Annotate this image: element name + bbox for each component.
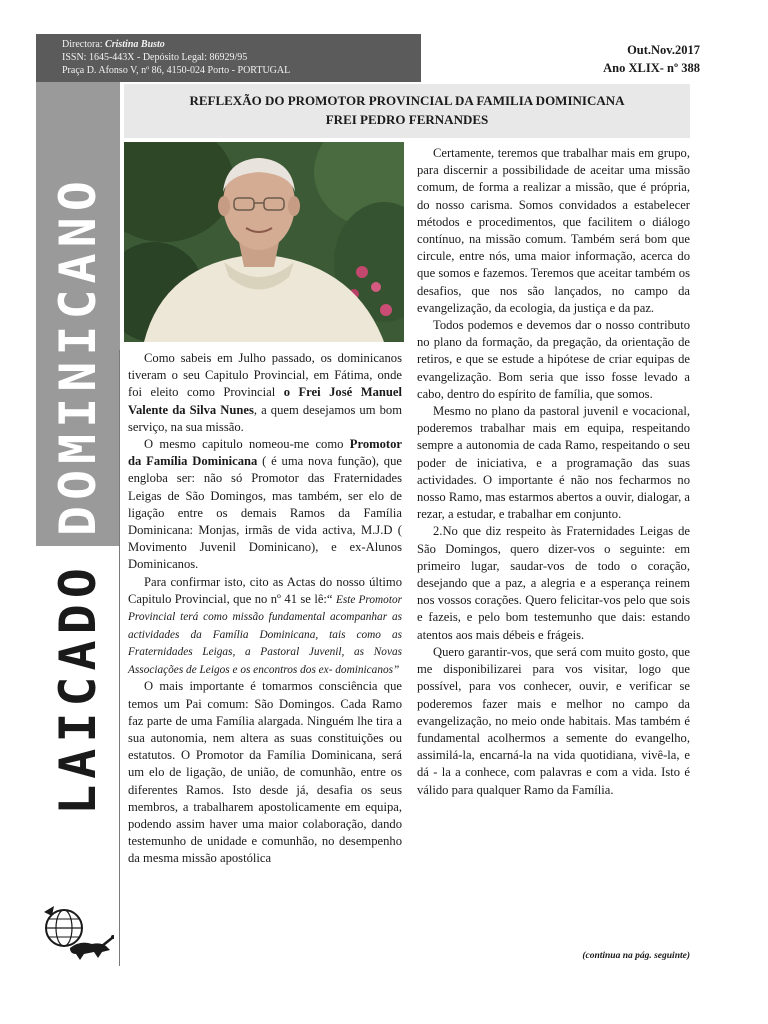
masthead bbox=[36, 34, 421, 82]
headline-line-1: REFLEXÃO DO PROMOTOR PROVINCIAL DA FAMILIA DOMINICANA bbox=[189, 93, 625, 108]
article-headline bbox=[124, 84, 690, 138]
text-run: Para confirmar isto, cito as Actas do nosso último Capitulo Provincial, que no nº 41 se lê:“ bbox=[128, 574, 402, 606]
article-column-right bbox=[417, 145, 690, 799]
column-divider bbox=[119, 350, 120, 966]
article-column-left bbox=[128, 350, 402, 868]
paragraph: O mais importante é tomarmos consciência que temos um Pai comum: São Domingos. Cada Ramo faz parte de uma Família alargada. Ninguém lhe tira a sua autonomia, nem altera as suas constituições ou estatutos. O Promotor da Família Dominicana, será um elo de ligação, de união, de comunhão, entre os diferentes Ramos. Isto desde já, desafia os seus membros, a trabalharem apostolicamente em equipa, podendo assim haver uma maior colaboração, dando testemunho de unidade e comunhão, no desempenho da mesma missão apostólica bbox=[128, 679, 402, 866]
paragraph: Mesmo no plano da pastoral juvenil e vocacional, poderemos trabalhar mais em equipa, respeitando sempre a autonomia de cada Ramo, respeitando o seu poder de iniciativa, e a programação das suas actividades. O importante é não nos fecharmos no nosso Ramo, mas estarmos abertos a ouvir, dialogar, a rezar, a estudar, e trabalhar em conjunto. bbox=[417, 404, 690, 522]
issn-line: ISSN: 1645-443X - Depósito Legal: 86929/95 bbox=[62, 52, 248, 63]
director-name: Cristina Busto bbox=[105, 39, 165, 50]
director-label: Directora: bbox=[62, 39, 103, 50]
dominican-logo-icon bbox=[40, 902, 114, 964]
continued-note: (continua na pág. seguinte) bbox=[582, 951, 690, 961]
author-photo bbox=[124, 142, 404, 342]
text-run: Como sabeis em Julho passado, os dominicanos tiveram o seu Capitulo Provincial, em Fátima, onde foi eleito como Provincial bbox=[128, 351, 402, 400]
paragraph bbox=[128, 574, 402, 679]
issue-date: Out.Nov.2017 bbox=[627, 43, 700, 57]
paragraph: Quero garantir-vos, que será com muito gosto, que me disponibilizarei para vos visitar, logo que possível, para vos conhecer, ouvir, e verificar se poderemos fazer mais e melhor no campo da evangelização, no meio onde habitais. Mas também é fundamental acolhermos a semente do evangelho, assimilá-la, encarná-la na vida quotidiana, vivê-la, e dá - la a conhece, com palavras e com a vida. Isto é válido para qualquer Ramo da Família. bbox=[417, 644, 690, 797]
director-line bbox=[62, 38, 421, 51]
quoted-acts: Este Promotor Provincial terá como missão fundamental acompanhar as actividades da Família Dominicana, tais como as Fraternidades Leigas, a Pastoral Juvenil, as Novas Associações de Leigos e os encontros dos ex- dominicanos” bbox=[128, 593, 403, 676]
address-line: Praça D. Afonso V, nº 86, 4150-024 Porto - PORTUGAL bbox=[62, 65, 291, 76]
paragraph: Todos podemos e devemos dar o nosso contributo no plano da formação, da pregação, da orientação de retiros, e que se estude a hipótese de criar equipas de evangelização. Bom seria que isso fosse levado a cabo, dentro do espírito de família, que somos. bbox=[417, 318, 690, 401]
title-word-dominicano: DOMINICANO bbox=[49, 175, 107, 537]
headline-line-2: FREI PEDRO FERNANDES bbox=[325, 112, 489, 127]
text-run: , a quem desejamos um bom serviço, na sua missão. bbox=[128, 402, 403, 434]
publication-title bbox=[49, 175, 107, 815]
title-word-laicado: LAICADO bbox=[49, 562, 107, 815]
paragraph bbox=[128, 350, 402, 436]
paragraph: 2.No que diz respeito às Fraternidades Leigas de São Domingos, quero dizer-vos o seguinte: em primeiro lugar, saudar-vos de todo o coração, desejando que a paz, a alegria e a esperança reinem nos vossos corações. Quero felicitar-vos pelo que sois e fazeis, e pelo bom testemunho que dais: estando atentos aos mais débeis e frágeis. bbox=[417, 524, 690, 642]
paragraph bbox=[128, 436, 402, 574]
text-run: O mesmo capitulo nomeou-me como bbox=[144, 437, 350, 452]
paragraph: Certamente, teremos que trabalhar mais em grupo, para discernir a possibilidade de aceitar uma missão comum, de forma a realizar a missão, que é própria, do nosso carisma. Somos convidados a estabelecer métodos e procedimentos, que facilitem o diálogo contínuo, na missão comum. Também será bom que circule, entre nós, uma maior informação, acerca do que somos e fazemos. Teremos que aceitar também os desafios, que nos são lançados, no campo da evangelização, da ecologia, da justiça e da paz. bbox=[417, 146, 690, 315]
portrait-illustration bbox=[124, 142, 404, 342]
role-title: Promotor da Família Dominicana bbox=[128, 437, 402, 469]
issue-info bbox=[603, 41, 700, 77]
provincial-name: o Frei José Manuel Valente da Silva Nunes bbox=[128, 385, 402, 417]
issue-number: Ano XLIX- nº 388 bbox=[603, 61, 700, 75]
text-run: ( é uma nova função), que engloba ser: não só Promotor das Fraternidades Leigas de São Domingos, mas também, ser elo de ligação entre os demais Ramos da Família Dominicana: Monjas, irmãs de vida activa, M.J.D ( Movimento Juvenil Dominicano), e ex-Alunos Dominicanos. bbox=[128, 454, 402, 572]
